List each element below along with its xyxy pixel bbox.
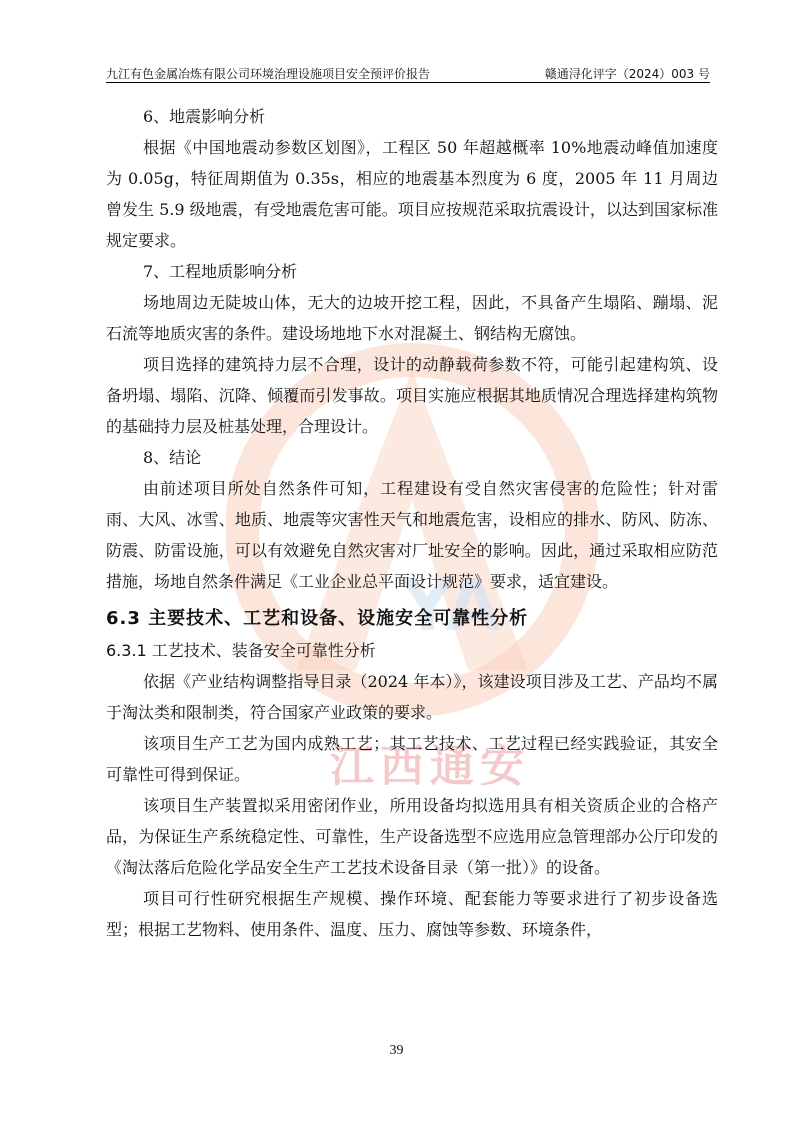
- paragraph: 7、工程地质影响分析: [143, 262, 298, 281]
- header-report-number: 赣通浔化评字（2024）003 号: [544, 67, 710, 81]
- watermark-stamp-text: 江西通安: [330, 741, 530, 792]
- paragraph: 项目可行性研究根据生产规模、操作环境、配套能力等要求进行了初步设备选型；根据工艺物料、使用条件、温度、压力、腐蚀等参数、环境条件，: [106, 889, 718, 939]
- paragraph: 8、结论: [143, 448, 202, 467]
- paragraph: 根据《中国地震动参数区划图》，工程区 50 年超越概率 10%地震动峰值加速度为 0.05g，特征周期值为 0.35s，相应的地震基本烈度为 6 度，2005 年 11 月周边曾发生 5.9 级地震，有受地震危害可能。项目应按规范采取抗震设计，以达到国家标准规定要求。: [106, 138, 718, 250]
- paragraph: 依据《产业结构调整指导目录（2024 年本）》，该建设项目涉及工艺、产品均不属于淘汰类和限制类，符合国家产业政策的要求。: [106, 672, 718, 722]
- paragraph: 由前述项目所处自然条件可知，工程建设有受自然灾害侵害的危险性；针对雷雨、大风、冰雪、地质、地震等灾害性天气和地震危害，设相应的排水、防风、防冻、防震、防雷设施，可以有效避免自然灾害对厂址安全的影响。因此，通过采取相应防范措施，场地自然条件满足《工业企业总平面设计规范》要求，适宜建设。: [106, 479, 718, 591]
- page-header: [106, 66, 710, 83]
- header-title: 九江有色金属冶炼有限公司环境治理设施项目安全预评价报告: [106, 67, 431, 81]
- paragraph: 该项目生产装置拟采用密闭作业，所用设备均拟选用具有相关资质企业的合格产品，为保证生产系统稳定性、可靠性，生产设备选型不应选用应急管理部办公厅印发的《淘汰落后危险化学品安全生产工艺技术设备目录（第一批）》的设备。: [106, 796, 718, 877]
- paragraph: 场地周边无陡坡山体，无大的边坡开挖工程，因此，不具备产生塌陷、蹦塌、泥石流等地质灾害的条件。建设场地地下水对混凝土、钢结构无腐蚀。: [106, 293, 718, 343]
- paragraph: 6、地震影响分析: [143, 107, 266, 126]
- paragraph: 项目选择的建筑持力层不合理，设计的动静载荷参数不符，可能引起建构筑、设备坍塌、塌陷、沉降、倾覆而引发事故。项目实施应根据其地质情况合理选择建构筑物的基础持力层及桩基处理，合理设计。: [106, 355, 718, 436]
- section-heading: 6.3 主要技术、工艺和设备、设施安全可靠性分析: [106, 608, 529, 629]
- page-number: 39: [389, 1043, 404, 1058]
- document-body: [106, 101, 718, 945]
- paragraph: 该项目生产工艺为国内成熟工艺；其工艺技术、工艺过程已经实践验证，其安全可靠性可得到保证。: [106, 734, 718, 784]
- subsection-heading: 6.3.1 工艺技术、装备安全可靠性分析: [106, 641, 376, 660]
- watermark-letters: YA: [402, 565, 501, 647]
